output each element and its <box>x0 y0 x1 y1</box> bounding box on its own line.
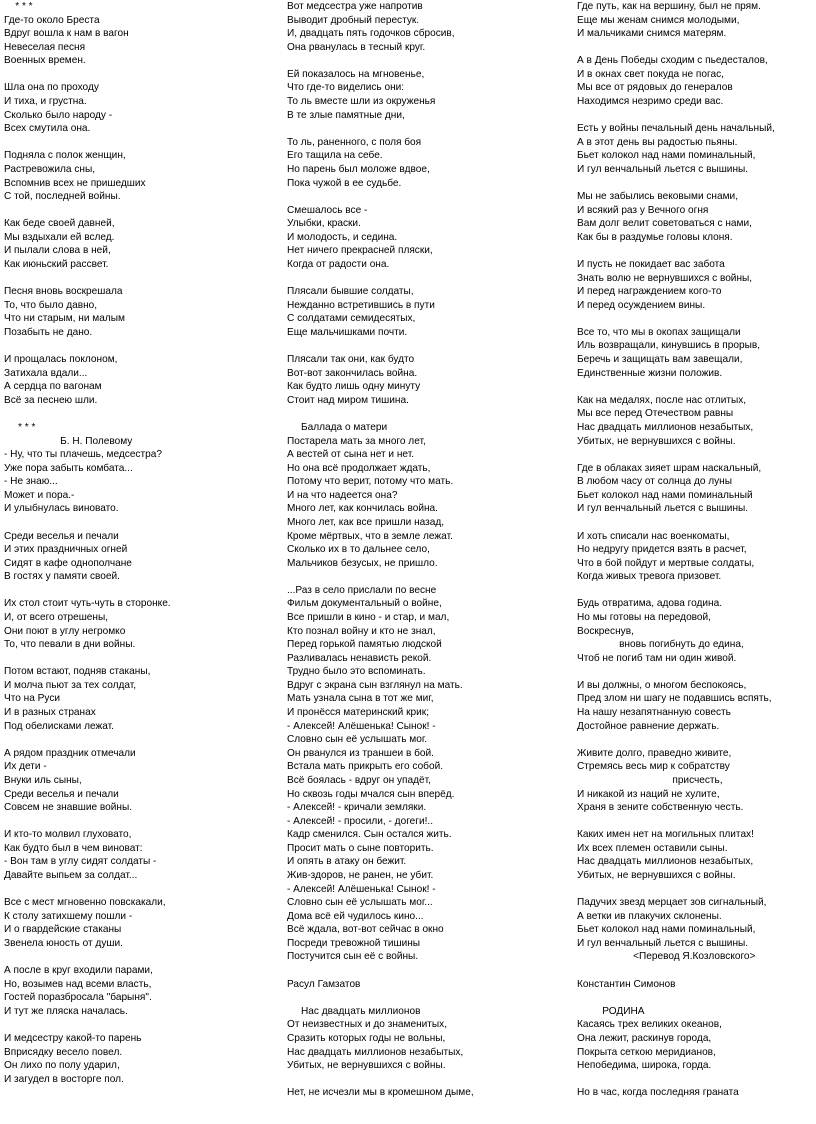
text-line: Знать волю не вернувшихся с войны, <box>577 272 753 284</box>
text-line: Убитых, не вернувшихся с войны. <box>577 435 736 447</box>
text-line <box>287 991 569 1005</box>
text-line: Звенела юность от души. <box>4 937 123 949</box>
text-line <box>577 448 813 462</box>
text-line: Плясали бывшие солдаты, <box>287 286 414 298</box>
text-line: Дома всё ей чудилось кино... <box>287 910 424 922</box>
text-line: Касаясь трех великих океанов, <box>577 1019 722 1031</box>
text-line: Словно сын её услышать мог. <box>287 734 428 746</box>
text-line: Непобедима, широка, горда. <box>577 1060 712 1072</box>
text-line: А ветки ив плакучих склонены. <box>577 910 722 922</box>
text-line: Он лихо по полу ударил, <box>4 1060 120 1072</box>
text-line: И молодость, и седина. <box>287 231 398 243</box>
text-line: Среди веселья и печали <box>4 788 119 800</box>
text-line: Они поют в углу негромко <box>4 625 126 637</box>
text-line <box>4 733 276 747</box>
text-line: Пока чужой в ее судьбе. <box>287 177 402 189</box>
text-line: Еще мы женам снимся молодыми, <box>577 14 740 26</box>
text-line <box>577 964 813 978</box>
text-line <box>4 950 276 964</box>
text-line: * * * <box>4 1 33 12</box>
text-line: Среди веселья и печали <box>4 530 119 542</box>
text-line: В любом часу от солнца до луны <box>577 476 733 488</box>
text-line: Как на медалях, после нас отлитых, <box>577 394 747 406</box>
text-line <box>577 991 813 1005</box>
text-line: <Перевод Я.Козловского> <box>577 951 756 963</box>
text-line: Бьет колокол над нами поминальный, <box>577 924 756 936</box>
text-line: То, что певали в дни войны. <box>4 639 136 651</box>
text-line <box>4 407 276 421</box>
text-line: Мы все перед Отечеством равны <box>577 408 734 420</box>
text-line: И гул венчальный льется с вышины. <box>577 937 749 949</box>
text-line: Где-то около Бреста <box>4 14 100 26</box>
text-line: Она рванулась в тесный круг. <box>287 41 426 53</box>
text-line <box>577 883 813 897</box>
text-line: - Вон там в углу сидят солдаты - <box>4 856 157 868</box>
text-line: В гостях у памяти своей. <box>4 571 120 583</box>
text-line: Единственные жизни положив. <box>577 367 723 379</box>
text-line: Как беде своей давней, <box>4 218 115 230</box>
text-line: И на что надеется она? <box>287 489 398 501</box>
text-line: И гул венчальный льется с вышины. <box>577 163 749 175</box>
text-line: ...Раз в село прислали по весне <box>287 584 437 596</box>
text-line: Много лет, как все пришли назад, <box>287 516 445 528</box>
text-line <box>287 570 569 584</box>
text-line: Нас двадцать миллионов незабытых, <box>577 421 754 433</box>
text-line: Вспомнив всех не пришедших <box>4 177 146 189</box>
text-line: На нашу незапятнанную совесть <box>577 707 731 719</box>
text-line: Его тащила на себе. <box>287 150 383 162</box>
text-line: - Не знаю... <box>4 476 58 488</box>
text-line: Нет ничего прекрасней пляски, <box>287 245 433 257</box>
text-line: От неизвестных и до знаменитых, <box>287 1019 448 1031</box>
text-line: Их всех племен оставили сыны. <box>577 842 728 854</box>
text-line <box>4 584 276 598</box>
text-line: Под обелисками лежат. <box>4 720 114 732</box>
text-line: Мальчиков безусых, не пришло. <box>287 557 438 569</box>
text-line <box>287 54 569 68</box>
text-line: Чтоб не погиб там ни один живой. <box>577 652 737 664</box>
text-line: Мать узнала сына в тот же миг, <box>287 693 434 705</box>
text-line <box>4 652 276 666</box>
text-line: Вдруг с экрана сын взглянул на мать. <box>287 679 463 691</box>
text-line: Жив-здоров, не ранен, не убит. <box>287 870 434 881</box>
text-line: Покрыта сеткою меридианов, <box>577 1046 716 1058</box>
poem-column-left <box>4 0 276 1086</box>
text-line <box>287 407 569 421</box>
text-line: Вдруг вошла к нам в вагон <box>4 28 129 40</box>
text-line <box>577 665 813 679</box>
text-line: А в День Победы сходим с пьедесталов, <box>577 55 768 67</box>
text-line: А сердца по вагонам <box>4 381 102 393</box>
text-line: Всех смутила она. <box>4 123 91 135</box>
text-line <box>577 380 813 394</box>
poem-column-middle <box>287 0 569 1100</box>
text-line: Будь отвратима, адова година. <box>577 598 723 610</box>
text-line <box>287 122 569 136</box>
text-line: Пред злом ни шагу не подавшись вспять, <box>577 693 772 705</box>
text-line <box>4 68 276 82</box>
text-line: Шла она по проходу <box>4 82 99 94</box>
text-line: Кроме мёртвых, что в земле лежат. <box>287 530 453 542</box>
text-line: Иль возвращали, кинувшись в прорыв, <box>577 340 761 352</box>
text-line: То, что было давно, <box>4 299 98 311</box>
text-line <box>577 1073 813 1087</box>
text-line: Выводит дробный перестук. <box>287 14 420 26</box>
text-line: Посреди тревожной тишины <box>287 937 421 949</box>
text-line: И кто-то молвил глуховато, <box>4 829 132 841</box>
text-line: И прощалась поклоном, <box>4 354 118 366</box>
text-line: Бьет колокол над нами поминальный <box>577 489 753 501</box>
text-line: Фильм документальный о войне, <box>287 598 442 610</box>
text-line: Сколько их в то дальнее село, <box>287 544 430 556</box>
text-line: Константин Симонов <box>577 978 676 990</box>
text-line: - Алексей! Алёшенька! Сынок! - <box>287 720 436 732</box>
text-line: Гостей поразбросала "барыня". <box>4 992 152 1004</box>
text-line: - Алексей! Алёшенька! Сынок! - <box>287 883 436 895</box>
text-line: Нас двадцать миллионов незабытых, <box>577 856 754 868</box>
text-line: Нет, не исчезли мы в кромешном дыме, <box>287 1087 474 1099</box>
text-line <box>287 964 569 978</box>
text-line: Кто познал войну и кто не знал, <box>287 625 436 637</box>
text-line <box>287 190 569 204</box>
text-line: Их дети - <box>4 761 47 773</box>
text-line: Вот медсестра уже напротив <box>287 1 423 12</box>
text-line: Убитых, не вернувшихся с войны. <box>287 1060 446 1072</box>
text-line: И мальчиками снимся матерям. <box>577 28 727 40</box>
text-line: И молча пьют за тех солдат, <box>4 679 137 691</box>
text-line: Что где-то виделись они: <box>287 82 405 94</box>
text-line: И хоть списали нас военкоматы, <box>577 530 730 542</box>
text-line: Достойное равнение держать. <box>577 720 720 732</box>
text-line: - Ну, что ты плачешь, медсестра? <box>4 449 162 461</box>
text-line: То ль вместе шли из окруженья <box>287 96 436 108</box>
text-line: С той, последней войны. <box>4 191 121 203</box>
text-line: Позабыть не дано. <box>4 326 93 338</box>
text-line: И никакой из наций не хулите, <box>577 788 720 800</box>
text-line: Воскреснув, <box>577 625 634 637</box>
text-line: Но в час, когда последняя граната <box>577 1087 739 1099</box>
text-line: Встала мать прикрыть его собой. <box>287 761 444 773</box>
text-line: Кадр сменился. Сын остался жить. <box>287 829 452 841</box>
text-line: И опять в атаку он бежит. <box>287 856 407 868</box>
text-line: И всякий раз у Вечного огня <box>577 204 709 216</box>
text-line <box>4 815 276 829</box>
text-line: Но мы готовы на передовой, <box>577 612 711 624</box>
text-line: Когда живых тревога призовет. <box>577 571 722 583</box>
text-line: Все то, что мы в окопах защищали <box>577 326 741 338</box>
text-line: Уже пора забыть комбата... <box>4 462 133 474</box>
text-line: И пронёсся материнский крик; <box>287 707 430 719</box>
text-line: Может и пора.- <box>4 489 75 501</box>
text-line: Сколько было народу - <box>4 109 113 121</box>
text-line <box>577 177 813 191</box>
text-line: - Алексей! - кричали земляки. <box>287 802 427 814</box>
text-line: Давайте выпьем за солдат... <box>4 870 138 881</box>
text-line: И пылали слова в ней, <box>4 245 111 257</box>
text-line: Бьет колокол над нами поминальный, <box>577 150 756 162</box>
text-line: А рядом праздник отмечали <box>4 747 136 759</box>
text-line <box>577 584 813 598</box>
text-line: И тут же пляска началась. <box>4 1005 128 1017</box>
text-line: Что в бой пойдут и мертвые солдаты, <box>577 557 755 569</box>
text-line: Словно сын её услышать мог... <box>287 897 433 909</box>
text-line: И вы должны, о многом беспокоясь, <box>577 679 747 691</box>
text-line: Вам долг велит советоваться с нами, <box>577 218 752 230</box>
text-line: И этих праздничных огней <box>4 544 128 556</box>
text-line: А после в круг входили парами, <box>4 965 153 977</box>
text-line: Убитых, не вернувшихся с войны. <box>577 870 736 881</box>
text-line <box>577 244 813 258</box>
text-line: Постарела мать за много лет, <box>287 435 426 447</box>
text-line: В те злые памятные дни, <box>287 109 405 121</box>
text-line: Он рванулся из траншеи в бой. <box>287 747 434 759</box>
text-line: Нас двадцать миллионов незабытых, <box>287 1046 464 1058</box>
text-line: Подняла с полок женщин, <box>4 150 126 162</box>
text-line: Потому что верит, потому что мать. <box>287 476 454 488</box>
text-line: Храня в зените собственную честь. <box>577 802 744 814</box>
text-line: Сидят в кафе однополчане <box>4 557 132 569</box>
text-line: Совсем не знавшие войны. <box>4 802 133 814</box>
text-line: Баллада о матери <box>287 421 388 433</box>
text-line: Мы все от рядовых до генералов <box>577 82 733 94</box>
text-line: Стоит над миром тишина. <box>287 394 409 406</box>
text-line <box>287 1073 569 1087</box>
text-line: Мы вздыхали ей вслед. <box>4 231 115 243</box>
text-line: Где путь, как на вершину, был не прям. <box>577 1 761 12</box>
text-line: присчесть, <box>577 774 723 786</box>
text-line: РОДИНА <box>577 1005 645 1017</box>
text-line: Все с мест мгновенно повскакали, <box>4 897 166 909</box>
text-line <box>4 883 276 897</box>
text-line: Плясали так они, как будто <box>287 354 415 366</box>
text-line: Всё боялась - вдруг он упадёт, <box>287 774 431 786</box>
text-line: Живите долго, праведно живите, <box>577 747 732 759</box>
text-line: Находимся незримо среди вас. <box>577 96 724 108</box>
text-line: Много лет, как кончилась война. <box>287 503 438 515</box>
text-line: - Алексей! - просили, - догеги!.. <box>287 815 433 827</box>
text-line: Как бы в раздумье головы клоня. <box>577 231 733 243</box>
text-line: Невеселая песня <box>4 41 86 53</box>
text-line: Песня вновь воскрешала <box>4 286 123 298</box>
text-line: Но сквозь годы мчался сын вперёд. <box>287 788 455 800</box>
text-line: Беречь и защищать вам завещали, <box>577 354 743 366</box>
text-line: Ей показалось на мгновенье, <box>287 68 425 80</box>
text-line: Их стол стоит чуть-чуть в сторонке. <box>4 598 171 610</box>
text-line: Нас двадцать миллионов <box>287 1005 421 1017</box>
text-line <box>577 815 813 829</box>
text-line: Разливалась ненависть рекой. <box>287 652 432 664</box>
text-line: Что ни старым, ни малым <box>4 313 125 325</box>
text-line: И пусть не покидает вас забота <box>577 258 725 270</box>
text-line: Б. Н. Полевому <box>4 435 133 447</box>
text-line: Всё ждала, вот-вот сейчас в окно <box>287 924 444 936</box>
text-line <box>4 1018 276 1032</box>
text-line: Потом встают, подняв стаканы, <box>4 666 151 678</box>
text-line: Перед горькой памятью людской <box>287 639 442 651</box>
text-line <box>577 516 813 530</box>
text-line: Трудно было это вспоминать. <box>287 666 426 678</box>
text-line: Расул Гамзатов <box>287 978 361 990</box>
text-line: И медсестру какой-то парень <box>4 1032 142 1044</box>
text-line <box>4 516 276 530</box>
text-line: Есть у войны печальный день начальный, <box>577 123 775 135</box>
text-line: Нежданно встретившись в пути <box>287 299 435 311</box>
text-line: Но парень был моложе вдвое, <box>287 163 430 175</box>
text-line: Вприсядку весело повел. <box>4 1046 123 1058</box>
text-line <box>4 204 276 218</box>
text-line: Улыбки, краски. <box>287 218 361 230</box>
text-line: А вестей от сына нет и нет. <box>287 449 415 461</box>
text-line: Все пришли в кино - и стар, и мал, <box>287 612 450 624</box>
text-line <box>577 312 813 326</box>
text-line: Но она всё продолжает ждать, <box>287 462 431 474</box>
text-line: И загудел в восторге пол. <box>4 1073 124 1085</box>
text-line: И перед осуждением вины. <box>577 299 706 311</box>
text-line: Каких имен нет на могильных плитах! <box>577 829 754 841</box>
poem-column-right <box>577 0 813 1100</box>
text-line: Где в облаках зияет шрам наскальный, <box>577 462 762 474</box>
text-line <box>287 272 569 286</box>
text-line: То ль, раненного, с поля боя <box>287 136 422 148</box>
text-line: Еще мальчишками почти. <box>287 326 408 338</box>
text-line: Постучится сын её с войны. <box>287 951 419 963</box>
text-line: И тиха, и грустна. <box>4 96 87 108</box>
text-line: И в разных странах <box>4 707 96 719</box>
text-line <box>577 733 813 747</box>
text-line: Вот-вот закончилась война. <box>287 367 418 379</box>
text-line: Мы не забылись вековыми снами, <box>577 191 738 203</box>
text-line: Военных времен. <box>4 55 86 67</box>
text-line: И в окнах свет покуда не погас, <box>577 68 724 80</box>
text-line: И гул венчальный льется с вышины. <box>577 503 749 515</box>
text-line: И о гвардейские стаканы <box>4 924 122 936</box>
text-line <box>577 41 813 55</box>
text-line <box>287 339 569 353</box>
text-line: Как июньский рассвет. <box>4 258 109 270</box>
text-line: Просит мать о сыне повторить. <box>287 842 434 854</box>
text-line: Смешалось все - <box>287 204 368 216</box>
text-line: Как будто лишь одну минуту <box>287 381 421 393</box>
text-line: Растревожила сны, <box>4 163 96 175</box>
text-line: И, от всего отрешены, <box>4 612 109 624</box>
text-line: вновь погибнуть до едина, <box>577 639 744 651</box>
text-line: Сразить которых годы не вольны, <box>287 1032 446 1044</box>
text-line: Падучих звезд мерцает зов сигнальный, <box>577 897 767 909</box>
text-line: Стремясь весь мир к собратству <box>577 761 730 773</box>
text-line: Она лежит, раскинув города, <box>577 1032 712 1044</box>
text-line: Но, возымев над всеми власть, <box>4 978 152 990</box>
text-line: И перед награждением кого-то <box>577 286 722 298</box>
text-line: И улыбнулась виновато. <box>4 503 119 515</box>
text-line: * * * <box>4 421 36 433</box>
text-line <box>4 136 276 150</box>
text-line: С солдатами семидесятых, <box>287 313 416 325</box>
text-line <box>577 109 813 123</box>
text-line: А в этот день вы радостью пьяны. <box>577 136 738 148</box>
text-line: Что на Руси <box>4 693 60 705</box>
text-line <box>4 272 276 286</box>
text-line: Затихала вдали... <box>4 367 88 379</box>
text-line: Внуки иль сыны, <box>4 774 82 786</box>
text-line: Когда от радости она. <box>287 258 390 270</box>
text-line: Но недругу придется взять в расчет, <box>577 544 747 556</box>
text-line: Как будто был в чем виноват: <box>4 842 143 854</box>
text-line: Всё за песнею шли. <box>4 394 98 406</box>
text-line: К столу затихшему пошли - <box>4 910 133 922</box>
text-line: И, двадцать пять годочков сбросив, <box>287 28 455 40</box>
text-line <box>4 339 276 353</box>
